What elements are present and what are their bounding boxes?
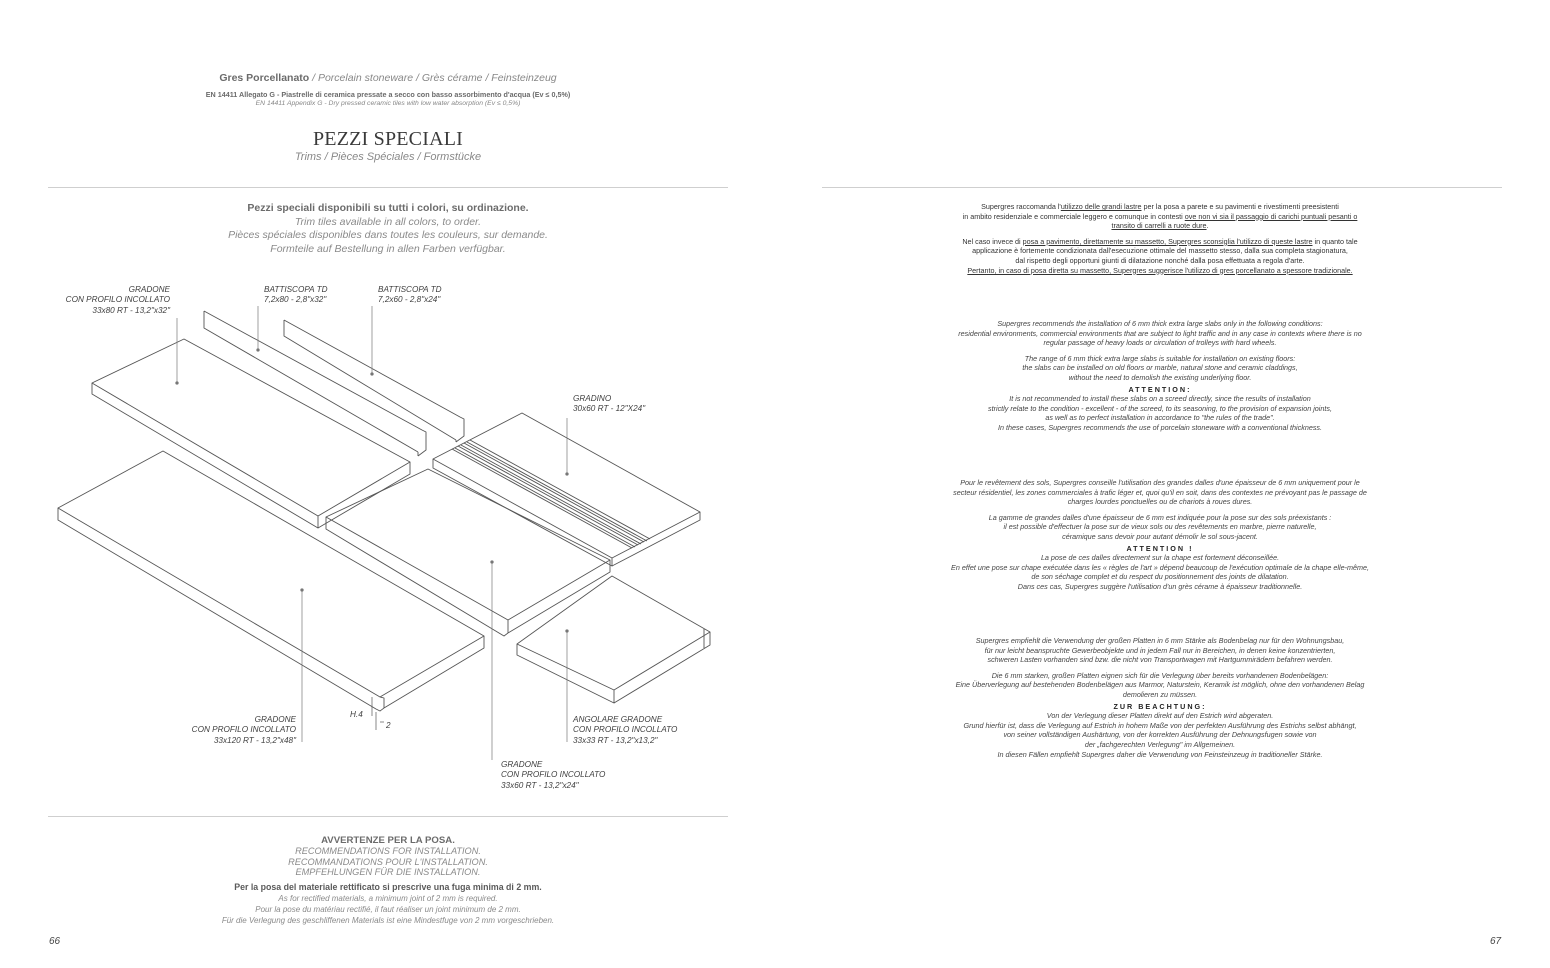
- left-bottom-divider: [48, 816, 728, 817]
- label-angolare: ANGOLARE GRADONE CON PROFILO INCOLLATO 33x33 RT - 13,2"x13,2": [573, 715, 678, 745]
- availability-it: Pezzi speciali disponibili su tutti i colori, su ordinazione.: [247, 202, 529, 214]
- label-gradone-120: GRADONE CON PROFILO INCOLLATO 33x120 RT - 13,2"x48": [191, 715, 296, 745]
- dimension-width: 2: [386, 721, 391, 730]
- availability-de: Formteile auf Bestellung in allen Farben verfügbar.: [270, 242, 506, 255]
- page-title: PEZZI SPECIALI: [312, 128, 464, 150]
- notes-french: Pour le revêtement des sols, Supergres conseille l'utilisation des grandes dalles d'une épaisseur de 6 mm uniquement pour le secteur résidentiel, les zones commerciales à trafic léger et, quoi qu'il en soit, dans des contextes ne prévoyant pas le passage de charges lourdes ponctuelles ou de chariots à roues dures. La gamme de grandes dalles d'une épaisseur de 6 mm est indiquée pour la pose sur des sols préexistants : il est possible d'effectuer la pose sur de vieux sols ou des revêtements en marbre, pierre naturelle, céramique sans devoir pour autant démolir le sol sous-jacent. ATTENTION ! La pose de ces dalles directement sur la chape est fortement déconseillée. En effet une pose sur chape exécutée dans les « règles de l'art » dépend beaucoup de l'exécution optimale de la chape elle-même, de son séchage complet et du respect du positionnement des joints de dilatation. Dans ces cas, Supergres suggère l'utilisation d'un grès cérame à épaisseur traditionnelle.: [951, 478, 1369, 591]
- label-gradino: GRADINO 30x60 RT - 12"X24": [573, 394, 646, 414]
- notes-german: Supergres empfiehlt die Verwendung der großen Platten in 6 mm Stärke als Bodenbelag nur für den Wohnungsbau, für nur leicht beanspruchte Gewerbeobjekte und in jedem Fall nur in Bereichen, in denen keine konzentrierten, schweren Lasten vorhanden sind bzw. die nicht von Transportwagen mit Hartgummirädern befahren werden. Die 6 mm starken, großen Platten eignen sich für die Verlegung über bereits vorhandenen Bodenbelägen: Eine Überverlegung auf bestehenden Bodenbelägen aus Marmor, Naturstein, Keramik ist möglich, ohne den vorhandenen Belag demolieren zu müssen. ZUR BEACHTUNG: Von der Verlegung dieser Platten direkt auf den Estrich wird abgeraten. Grund hierfür ist, dass die Verlegung auf Estrich in hohem Maße von der perfekten Ausführung des Estrichs selbst abhängt, von seiner vollständigen Aushärtung, von der korrekten Ausführung der Dehnungsfugen sowie von der „fachgerechten Verlegung" im Allgemeinen. In diesen Fällen empfiehlt Supergres daher die Verwendung von Feinsteinzeug in traditioneller Stärke.: [955, 636, 1365, 759]
- availability-fr: Pièces spéciales disponibles dans toutes les couleurs, sur demande.: [228, 229, 548, 242]
- page-number-left: 66: [49, 936, 61, 947]
- installation-joint-note: Per la posa del materiale rettificato si prescrive una fuga minima di 2 mm. As for rectified materials, a minimum joint of 2 mm is required. Pour la pose du matériau rectifié, il faut réaliser un joint minimum de 2 mm. Für die Verlegung des geschliffenen Materials ist eine Mindestfuge von 2 mm vorgeschrieben.: [221, 882, 555, 925]
- label-battiscopa-60: BATTISCOPA TD 7,2x60 - 2,8"x24": [378, 285, 442, 305]
- gradino-30x60-piece: [433, 413, 700, 566]
- material-heading-bold: Gres Porcellanato: [219, 72, 310, 84]
- label-battiscopa-80: BATTISCOPA TD 7,2x80 - 2,8"x32": [264, 285, 328, 305]
- attention-heading-fr: ATTENTION !: [1126, 543, 1194, 553]
- angolare-gradone-piece: [517, 576, 710, 703]
- standard-english: EN 14411 Appendix G - Dry pressed ceramic tiles with low water absorption (Ev ≤ 0,5%): [255, 100, 521, 107]
- availability-en: Trim tiles available in all colors, to order.: [294, 215, 482, 228]
- label-gradone-80: GRADONE CON PROFILO INCOLLATO 33x80 RT - 13,2"x32": [65, 285, 170, 315]
- installation-recommendations-title: AVVERTENZE PER LA POSA. RECOMMENDATIONS FOR INSTALLATION. RECOMMANDATIONS POUR L'INSTALLATION. EMPFEHLUNGEN FÜR DIE INSTALLATION.: [288, 835, 488, 878]
- notes-english: Supergres recommends the installation of 6 mm thick extra large slabs only in the following conditions: residential environments, commercial environments that are subject to light traffic and in any case in contexts where there is no regular passage of heavy loads or circulation of trolleys with hard wheels. The range of 6 mm thick extra large slabs is suitable for installation on existing floors: the slabs can be installed on old floors or marble, natural stone and ceramic claddings, without the need to demolish the existing underlying floor. ATTENTION: It is not recommended to install these slabs on a screed directly, since the results of installation strictly relate to the condition - excellent - of the screed, to its seasoning, to the provision of expansion joints, as well as to perfect installation in accordance to "the rules of the trade". In these cases, Supergres recommends the use of porcelain stoneware with a conventional thickness.: [958, 319, 1362, 432]
- dimension-height: H.4: [350, 710, 363, 719]
- dimension-marks: [372, 697, 384, 730]
- battiscopa-60-piece: [284, 320, 464, 442]
- standard-italian: EN 14411 Allegato G - Piastrelle di ceramica pressate a secco con basso assorbimento d'acqua (Ev ≤ 0,5%): [205, 90, 571, 99]
- gradone-33x120-piece: [58, 451, 484, 711]
- battiscopa-80-piece: [204, 311, 426, 456]
- attention-heading-de: ZUR BEACHTUNG:: [1113, 701, 1207, 711]
- notes-italian: Supergres raccomanda l'utilizzo delle grandi lastre per la posa a parete e su pavimenti e rivestimenti preesistenti in ambito residenziale e commerciale leggero e comunque in contesti ove non vi sia il passaggio di carichi puntuali pesanti o transito di carrelli a ruote dure. Nel caso invece di posa a pavimento, direttamente su massetto, Supergres sconsiglia l'utilizzo di queste lastre in quanto tale applicazione è fortemente condizionata dall'esecuzione ottimale del massetto stesso, dalla sua completa stagionatura, dal rispetto degli opportuni giunti di dilatazione nonché dalla posa effettuata a regola d'arte. Pertanto, in caso di posa diretta su massetto, Supergres suggerisce l'utilizzo di gres porcellanato a spessore tradizionale.: [962, 202, 1358, 275]
- page-number-right: 67: [1490, 936, 1502, 947]
- page-subtitle: Trims / Pièces Spéciales / Formstücke: [294, 151, 482, 163]
- label-gradone-60: GRADONE CON PROFILO INCOLLATO 33x60 RT - 13,2"x24": [501, 760, 606, 790]
- attention-heading-en: ATTENTION:: [1128, 384, 1192, 394]
- material-heading-translations: / Porcelain stoneware / Grès cérame / Feinsteinzeug: [309, 72, 557, 84]
